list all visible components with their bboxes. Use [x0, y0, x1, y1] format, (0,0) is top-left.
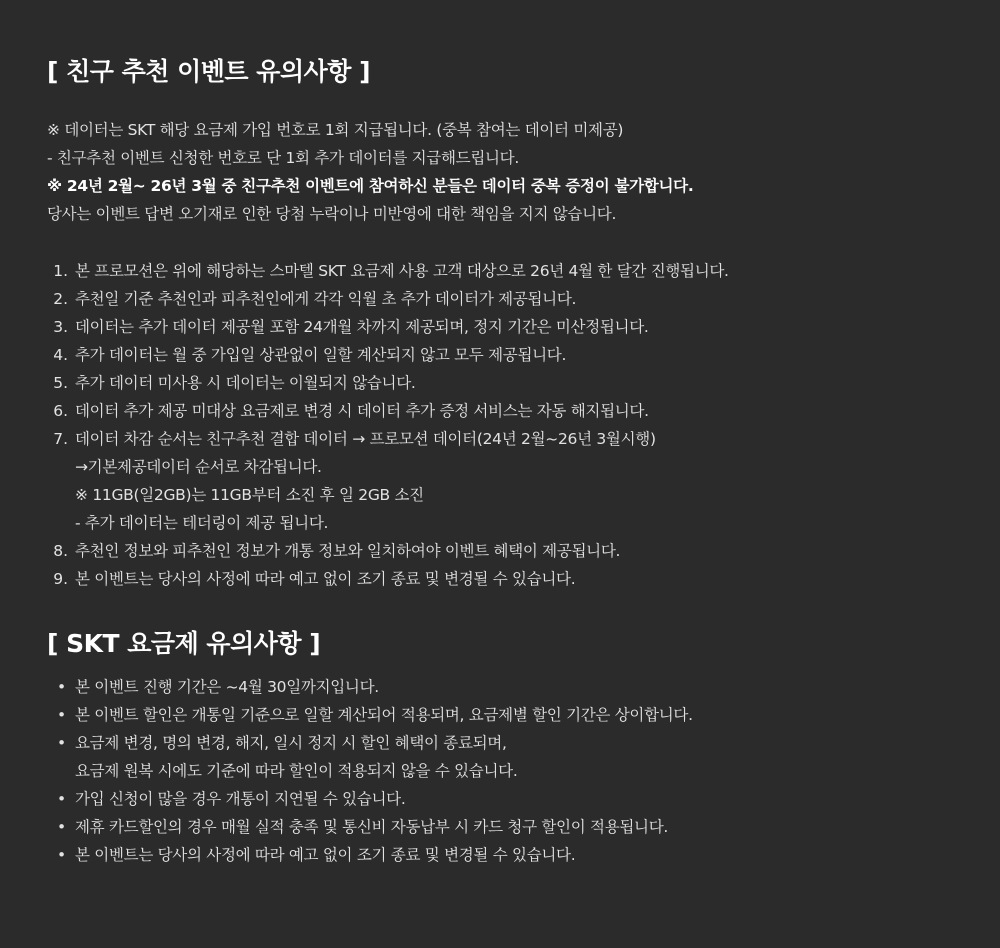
section-title-friend-referral: [ 친구 추천 이벤트 유의사항 ] [47, 57, 371, 86]
list-number: 9. [53, 570, 68, 588]
intro-line-4: 당사는 이벤트 답변 오기재로 인한 당첨 누락이나 미반영에 대한 책임을 지지 않습니다. [47, 205, 617, 223]
list-item-subline: - 추가 데이터는 테더링이 제공 됩니다. [75, 514, 329, 532]
bullet-item: 본 이벤트 진행 기간은 ~4월 30일까지입니다. [75, 678, 379, 696]
list-number: 3. [53, 318, 68, 336]
intro-line-3-emphasis: ※ 24년 2월~ 26년 3월 중 친구추천 이벤트에 참여하신 분들은 데이터 중복 증정이 불가합니다. [47, 177, 694, 195]
bullet-dot: • [57, 678, 67, 696]
list-number: 2. [53, 290, 68, 308]
list-item: 추가 데이터는 월 중 가입일 상관없이 일할 계산되지 않고 모두 제공됩니다. [75, 346, 567, 364]
list-item: 본 프로모션은 위에 해당하는 스마텔 SKT 요금제 사용 고객 대상으로 26년 4월 한 달간 진행됩니다. [75, 262, 729, 280]
list-number: 1. [53, 262, 68, 280]
bullet-item: 가입 신청이 많을 경우 개통이 지연될 수 있습니다. [75, 790, 406, 808]
list-number: 4. [53, 346, 68, 364]
list-item: 데이터 추가 제공 미대상 요금제로 변경 시 데이터 추가 증정 서비스는 자동 해지됩니다. [75, 402, 649, 420]
bullet-item: 요금제 변경, 명의 변경, 해지, 일시 정지 시 할인 혜택이 종료되며, [75, 734, 507, 752]
section-title-skt-plan: [ SKT 요금제 유의사항 ] [47, 629, 321, 658]
list-item: 추천인 정보와 피추천인 정보가 개통 정보와 일치하여야 이벤트 혜택이 제공됩니다. [75, 542, 621, 560]
list-number: 5. [53, 374, 68, 392]
bullet-dot: • [57, 734, 67, 752]
list-item: 데이터는 추가 데이터 제공월 포함 24개월 차까지 제공되며, 정지 기간은 미산정됩니다. [75, 318, 649, 336]
list-item-subline: →기본제공데이터 순서로 차감됩니다. [75, 458, 322, 476]
bullet-dot: • [57, 706, 67, 724]
bullet-dot: • [57, 818, 67, 836]
list-number: 6. [53, 402, 68, 420]
bullet-dot: • [57, 790, 67, 808]
list-number: 7. [53, 430, 68, 448]
list-item: 추천일 기준 추천인과 피추천인에게 각각 익월 초 추가 데이터가 제공됩니다. [75, 290, 577, 308]
bullet-dot: • [57, 846, 67, 864]
list-item: 본 이벤트는 당사의 사정에 따라 예고 없이 조기 종료 및 변경될 수 있습니다. [75, 570, 576, 588]
list-item-subline: ※ 11GB(일2GB)는 11GB부터 소진 후 일 2GB 소진 [75, 486, 424, 504]
list-item: 추가 데이터 미사용 시 데이터는 이월되지 않습니다. [75, 374, 416, 392]
bullet-item-continuation: 요금제 원복 시에도 기준에 따라 할인이 적용되지 않을 수 있습니다. [75, 762, 518, 780]
list-item: 데이터 차감 순서는 친구추천 결합 데이터 → 프로모션 데이터(24년 2월~26년 3월시행) [75, 430, 656, 448]
bullet-item: 제휴 카드할인의 경우 매월 실적 충족 및 통신비 자동납부 시 카드 청구 할인이 적용됩니다. [75, 818, 669, 836]
list-number: 8. [53, 542, 68, 560]
bullet-item: 본 이벤트는 당사의 사정에 따라 예고 없이 조기 종료 및 변경될 수 있습니다. [75, 846, 576, 864]
intro-line-1: ※ 데이터는 SKT 해당 요금제 가입 번호로 1회 지급됩니다. (중복 참여는 데이터 미제공) [47, 121, 624, 139]
bullet-item: 본 이벤트 할인은 개통일 기준으로 일할 계산되어 적용되며, 요금제별 할인 기간은 상이합니다. [75, 706, 693, 724]
intro-line-2: - 친구추천 이벤트 신청한 번호로 단 1회 추가 데이터를 지급해드립니다. [47, 149, 519, 167]
